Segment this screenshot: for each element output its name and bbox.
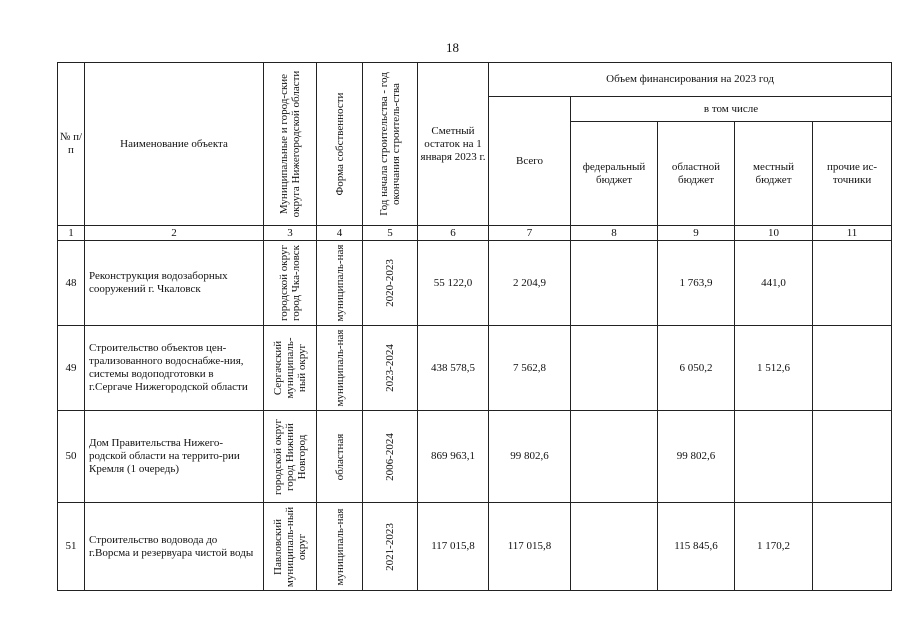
column-numbers-row (58, 226, 892, 241)
row-local: 441,0 (735, 241, 813, 326)
row-regional: 115 845,6 (658, 503, 735, 591)
col-number: 1 (58, 226, 85, 241)
row-name: Реконструкция водозаборных сооружений г. Чкаловск (85, 241, 264, 326)
col-number: 8 (571, 226, 658, 241)
row-other (813, 241, 892, 326)
header-local: местный бюджет (735, 122, 813, 226)
col-number: 7 (489, 226, 571, 241)
row-balance: 117 015,8 (418, 503, 489, 591)
row-district: городской округ город Чка-ловск (264, 241, 317, 326)
header-ownership: Форма собственности (317, 63, 363, 226)
row-local: 1 512,6 (735, 326, 813, 411)
row-regional: 99 802,6 (658, 411, 735, 503)
row-district: городской округ город Нижний Новгород (264, 411, 317, 503)
row-other (813, 411, 892, 503)
table-row (58, 241, 892, 326)
row-total: 99 802,6 (489, 411, 571, 503)
table-row (58, 503, 892, 591)
row-balance: 869 963,1 (418, 411, 489, 503)
col-number: 10 (735, 226, 813, 241)
col-number: 9 (658, 226, 735, 241)
header-years: Год начала строительства - год окончания строитель-ства (363, 63, 418, 226)
row-balance: 55 122,0 (418, 241, 489, 326)
header-regional: областной бюджет (658, 122, 735, 226)
row-other (813, 503, 892, 591)
header-other: прочие ис-точники (813, 122, 892, 226)
header-total: Всего (489, 97, 571, 226)
row-name: Дом Правительства Нижего-родской области на террито-рии Кремля (1 очередь) (85, 411, 264, 503)
row-balance: 438 578,5 (418, 326, 489, 411)
header-balance: Сметный остаток на 1 января 2023 г. (418, 63, 489, 226)
row-total: 2 204,9 (489, 241, 571, 326)
page-number: 18 (446, 40, 459, 55)
row-num: 49 (58, 326, 85, 411)
row-ownership: муниципаль-ная (317, 326, 363, 411)
row-total: 117 015,8 (489, 503, 571, 591)
row-years: 2023-2024 (363, 326, 418, 411)
row-years: 2021-2023 (363, 503, 418, 591)
header-funding: Объем финансирования на 2023 год (489, 63, 892, 97)
col-number: 3 (264, 226, 317, 241)
financing-table (57, 62, 892, 591)
row-federal (571, 241, 658, 326)
header-district: Муниципальные и город-ские округа Нижегородской области (264, 63, 317, 226)
row-num: 51 (58, 503, 85, 591)
row-local (735, 411, 813, 503)
row-other (813, 326, 892, 411)
row-num: 48 (58, 241, 85, 326)
header-num: № п/п (58, 63, 85, 226)
header-including: в том числе (571, 97, 892, 122)
row-name: Строительство объектов цен-трализованного водоснабже-ния, системы водоподготовки в г.Сергаче Нижегородской области (85, 326, 264, 411)
col-number: 11 (813, 226, 892, 241)
row-ownership: муниципаль-ная (317, 241, 363, 326)
row-num: 50 (58, 411, 85, 503)
row-local: 1 170,2 (735, 503, 813, 591)
header-name: Наименование объекта (85, 63, 264, 226)
row-years: 2020-2023 (363, 241, 418, 326)
row-regional: 1 763,9 (658, 241, 735, 326)
col-number: 2 (85, 226, 264, 241)
row-years: 2006-2024 (363, 411, 418, 503)
row-ownership: муниципаль-ная (317, 503, 363, 591)
col-number: 6 (418, 226, 489, 241)
row-total: 7 562,8 (489, 326, 571, 411)
row-federal (571, 503, 658, 591)
table-row (58, 326, 892, 411)
row-federal (571, 326, 658, 411)
header-federal: федеральный бюджет (571, 122, 658, 226)
row-name: Строительство водовода до г.Ворсма и резервуара чистой воды (85, 503, 264, 591)
table-row (58, 411, 892, 503)
col-number: 4 (317, 226, 363, 241)
col-number: 5 (363, 226, 418, 241)
row-ownership: областная (317, 411, 363, 503)
row-federal (571, 411, 658, 503)
row-district: Павловский муниципаль-ный округ (264, 503, 317, 591)
row-regional: 6 050,2 (658, 326, 735, 411)
row-district: Сергачский муниципаль-ный округ (264, 326, 317, 411)
